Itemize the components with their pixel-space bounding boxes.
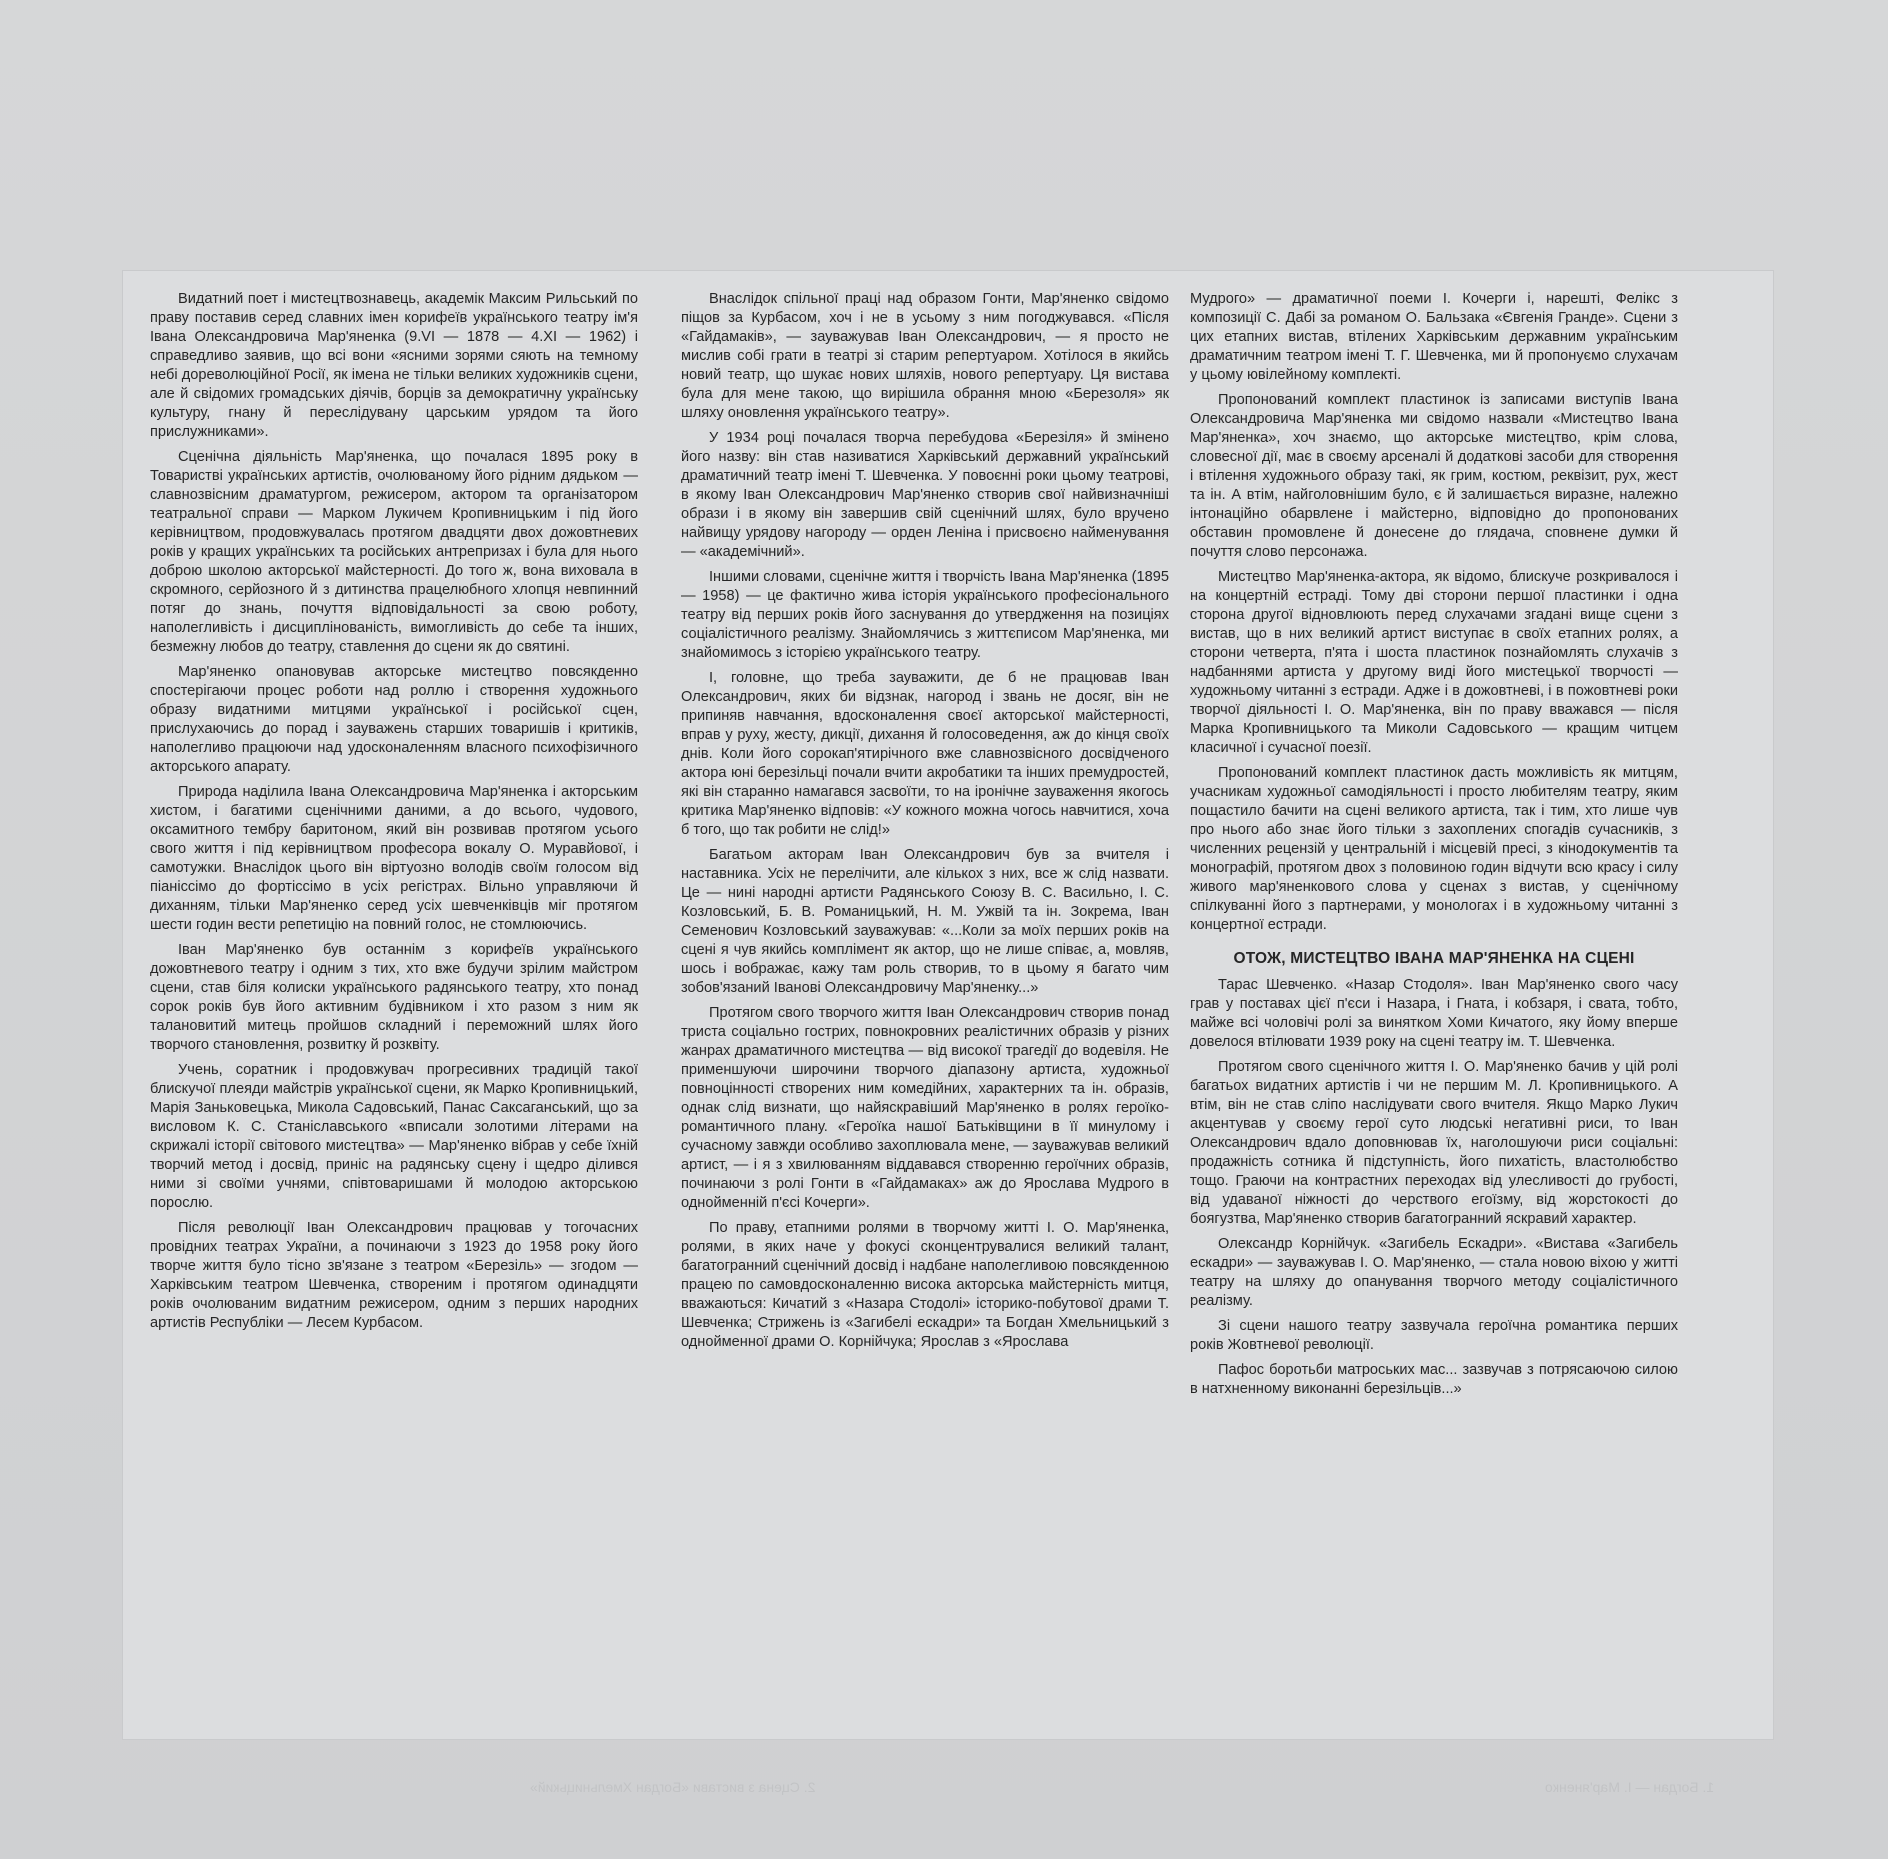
column-2	[681, 290, 1169, 1690]
paragraph: Олександр Корнійчук. «Загибель Ескадри». «Вистава «Загибель ескадри» — зауважував І. О. Мар'яненко, — стала новою віхою у житті театру на шляху до опанування творчого методу соціалістичного реалізму.	[1190, 1236, 1678, 1309]
paragraph: Протягом свого сценічного життя І. О. Мар'яненко бачив у цій ролі багатьох видатних артистів і чи не першим М. Л. Кропивницького. А втім, він не став сліпо наслідувати свого вчителя. Якщо Марко Лукич акцентував у своєму герої суто людські негативні риси, то Іван Олександрович вдало доповнював їх, наголошуючи риси соціальні: продажність сотника й підступність, його пихатість, властолюбство тощо. Граючи на контрастних переходах від улесливості до грубості, від удаваної ніжності до черствого егоїзму, від жорстокості до боягузтва, Мар'яненко створив багатогранний яскравий характер.	[1190, 1059, 1678, 1227]
paragraph: Іван Мар'яненко був останнім з корифеїв українського дожовтневого театру і одним з тих, хто вже будучи зрілим майстром сцени, став біля колиски українського радянського театру, хто понад сорок років був його активним будівником і хто разом з ним як талановитий митець пройшов складний і переможний шлях його творчого становлення, розвитку й розквіту.	[150, 942, 638, 1053]
paragraph: І, головне, що треба зауважити, де б не працював Іван Олександрович, яких би відзнак, нагород і звань не досяг, він не припиняв навчання, вдосконалення своєї акторської майстерності, вправ у руху, жесту, дикції, дихання й голосоведення, аж до кінця своїх днів. Коли його сорокап'ятирічного вже славнозвісного досвідченого актора юні березільці почали вчити акробатики та інших премудростей, які він старанно намагався засвоїти, то на іронічне зауваження якогось критика Мар'яненко відповів: «У кожного можна чогось навчитися, хоча б того, що так робити не слід!»	[681, 670, 1169, 838]
bleed-through-caption: 2. Сцена з вистави «Богдан Хмельницький»	[530, 1779, 816, 1795]
paragraph: Іншими словами, сценічне життя і творчість Івана Мар'яненка (1895 — 1958) — це фактично жива історія українського професіонального театру від перших років його заснування до утвердження на позиціях соціалістичного реалізму. Знайомлячись з життєписом Мар'яненка, ми знайомимось з історією українського театру.	[681, 569, 1169, 661]
column-1	[150, 290, 638, 1690]
paragraph: Мистецтво Мар'яненка-актора, як відомо, блискуче розкривалося і на концертній естраді. Тому дві сторони першої пластинки і одна сторона другої відновлюють перед слухачами згадані вище сцени з вистав, що в них великий артист виступає в своїх етапних ролях, а сторони четверта, п'ята і шоста пластинок познайомлять слухачів з надбаннями артиста у другому виді його мистецької творчості — художньому читанні з естради. Адже і в дожовтневі, і в пожовтневі роки творчої діяльності І. О. Мар'яненка, він по праву вважався — після Марка Кропивницького та Миколи Садовського — кращим читцем класичної і сучасної поезії.	[1190, 569, 1678, 756]
paragraph: Після революції Іван Олександрович працював у тогочасних провідних театрах України, а починаючи з 1923 до 1958 року його творче життя було тісно зв'язане з театром «Березіль» — згодом — Харківським театром Шевченка, створеним і протягом одинадцяти років очолюваним видатним режисером, одним з перших народних артистів Республіки — Лесем Курбасом.	[150, 1220, 638, 1331]
paragraph: Природа наділила Івана Олександровича Мар'яненка і акторським хистом, і багатими сценічними даними, а до всього, чудового, оксамитного тембру баритоном, який він розвивав протягом усього свого життя і під керівництвом професора вокалу О. Муравйової, і самотужки. Внаслідок цього він віртуозно володів своїм голосом від піаніссімо до фортіссімо в усіх регістрах. Вільно управляючи й диханням, тільки Мар'яненко серед усіх шевченківців міг протягом шести годин вести репетицію на повний голос, не стомлюючись.	[150, 784, 638, 933]
paragraph: Видатний поет і мистецтвознавець, академік Максим Рильський по праву поставив серед славних імен корифеїв українського театру ім'я Івана Олександровича Мар'яненка (9.VI — 1878 — 4.XI — 1962) і справедливо заявив, що всі вони «ясними зорями сяють на темному небі дореволюційної Росії, як імена не тільки великих художників сцени, але й свідомих громадських діячів, борців за демократичну українську культуру, гнану й переслідувану царським урядом та його прислужниками».	[150, 291, 638, 440]
column-3	[1190, 290, 1678, 1690]
paragraph: Протягом свого творчого життя Іван Олександрович створив понад триста соціально гострих, повнокровних реалістичних образів у різних жанрах драматичного мистецтва — від високої трагедії до водевіля. Не применшуючи широчини творчого діапазону артиста, художньої повноцінності створених ним комедійних, характерних та ін. образів, однак слід визнати, що найяскравіший Мар'яненко в ролях героїко-романтичного плану. «Героїка нашої Батьківщини в її минулому і сучасному завжди особливо захоплювала мене, — зауважував великий артист, — і я з хвилюванням віддавався створенню героїчних образів, починаючи з ролі Гонти в «Гайдамаках» аж до Ярослава Мудрого в однойменній п'єсі Кочерги».	[681, 1005, 1169, 1211]
paragraph: Зі сцени нашого театру зазвучала героїчна романтика перших років Жовтневої революції.	[1190, 1318, 1678, 1353]
paragraph: Мар'яненко опановував акторське мистецтво повсякденно спостерігаючи процес роботи над роллю і створення художнього образу видатними митцями української і російської сцен, прислухаючись до порад і зауважень старших товаришів і критиків, наполегливо працюючи над удосконаленням власного психофізичного акторського апарату.	[150, 664, 638, 775]
paragraph: Учень, соратник і продовжувач прогресивних традицій такої блискучої плеяди майстрів української сцени, як Марко Кропивницький, Марія Заньковецька, Микола Садовський, Панас Саксаганський, що за висловом К. С. Станіславського «вписали золотими літерами на скрижалі історії світового мистецтва» — Мар'яненко вібрав у себе їхній творчий метод і досвід, приніс на радянську сцену і щедро ділився ними зі своїми учнями, співтоваришами й молодою акторською порослю.	[150, 1062, 638, 1211]
paragraph: Сценічна діяльність Мар'яненка, що почалася 1895 року в Товаристві українських артистів, очолюваному його рідним дядьком — славнозвісним драматургом, режисером, актором та організатором театральної справи — Марком Лукичем Кропивницьким і під його керівництвом, продовжувалась протягом двадцяти двох дожовтневих років у кращих українських та російських антрепризах і була для нього доброю школою акторської майстерності. До того ж, вона виховала в скромного, серйозного й з дитинства працелюбного хлопця невпинний потяг до знань, почуття відповідальності за свою роботу, наполегливість і дисциплінованість, вимогливість до себе та інших, безмежну любов до театру, ставлення до сцени як до святині.	[150, 449, 638, 655]
paragraph: У 1934 році почалася творча перебудова «Березіля» й змінено його назву: він став називатися Харківський державний український драматичний театр імені Т. Шевченка. У повоєнні роки цьому театрові, в якому Іван Олександрович Мар'яненко створив свої найвизначніші образи і в якому він завершив свій сценічний шлях, було вручено найвищу урядову нагороду — орден Леніна і присвоєно найменування — «академічний».	[681, 430, 1169, 560]
paragraph: По праву, етапними ролями в творчому житті І. О. Мар'яненка, ролями, в яких наче у фокусі сконцентрувалися великий талант, багатогранний сценічний досвід і надбане наполегливою повсякденною працею по самовдосконаленню висока акторська майстерність митця, вважаються: Кичатий з «Назара Стодолі» історико-побутової драми Т. Шевченка; Стрижень із «Загибелі ескадри» та Богдан Хмельницький з однойменної драми О. Корнійчука; Ярослав з «Ярослава	[681, 1220, 1169, 1350]
bleed-through-caption: 1. Богдан — І. Мар'яненко	[1545, 1779, 1715, 1795]
paragraph: Пропонований комплект пластинок дасть можливість як митцям, учасникам художньої самодіяльності і просто любителям театру, яким пощастило бачити на сцені великого артиста, так і тим, хто лише чув про нього або знає його тільки з захоплених спогадів сучасників, з численних рецензій у центральній і місцевій пресі, з кінодокументів та монографій, протягом двох з половиною годин відчути всю красу і силу живого мар'яненкового слова у сценах з вистав, у сценічному спілкуванні його з партнерами, у монологах і в художньому читанні з концертної естради.	[1190, 765, 1678, 933]
article-body	[150, 290, 1750, 1690]
paragraph: Внаслідок спільної праці над образом Гонти, Мар'яненко свідомо піщов за Курбасом, хоч і не в усьому з ним погоджувався. «Після «Гайдамаків», — зауважував Іван Олександрович, — я просто не мислив собі грати в театрі зі старим репертуаром. Хотілося в якийсь новий театр, що шукає нових шляхів, нового репертуару. Ця вистава була для мене такою, що вирішила обрання мною «Березоля» як шляху оновлення українського театру».	[681, 291, 1169, 421]
paragraph: Мудрого» — драматичної поеми І. Кочерги і, нарешті, Фелікс з композиції С. Дабі за романом О. Бальзака «Євгенія Гранде». Сцени з цих етапних вистав, втілених Харківським державним українським драматичним театром імені Т. Г. Шевченка, ми й пропонуємо слухачам у цьому ювілейному комплекті.	[1190, 291, 1678, 383]
section-heading: ОТОЖ, МИСТЕЦТВО ІВАНА МАР'ЯНЕНКА НА СЦЕНІ	[1233, 950, 1635, 967]
paragraph: Пропонований комплект пластинок із записами виступів Івана Олександровича Мар'яненка ми свідомо назвали «Мистецтво Івана Мар'яненка», хоч знаємо, що акторське мистецтво, крім слова, словесної дії, має в своєму арсеналі й додаткові засоби для створення і втілення художнього образу такі, як грим, костюм, реквізит, рух, жест та ін. А втім, найголовнішим було, є й залишається виразне, належно інтонаційно обарвлене і майстерно, відповідно до пропонованих обставин промовлене й донесене до глядача, сповнене думки й почуття слово персонажа.	[1190, 392, 1678, 560]
paragraph: Багатьом акторам Іван Олександрович був за вчителя і наставника. Усіх не перелічити, але кількох з них, все ж слід назвати. Це — нині народні артисти Радянського Союзу В. С. Васильно, І. С. Козловський, Б. В. Романицький, Н. М. Ужвій та ін. Зокрема, Іван Семенович Козловський зауважував: «...Коли за моїх перших років на сцені я чув якийсь комплімент як актор, що не лише співає, а, мовляв, шось і вображає, кажу там роль створив, то в цьому я багато чим зобов'язаний Іванові Олександровичу Мар'яненку...»	[681, 847, 1169, 996]
paragraph: Пафос боротьби матроських мас... зазвучав з потрясаючою силою в натхненному виконанні березільців...»	[1190, 1362, 1678, 1397]
paragraph: Тарас Шевченко. «Назар Стодоля». Іван Мар'яненко свого часу грав у поставах цієї п'єси і Назара, і Гната, і кобзаря, і свата, тобто, майже всі чоловічі ролі за винятком Хоми Кичатого, яку йому вперше довелося втілювати 1939 року на сцені театру ім. Т. Шевченка.	[1190, 977, 1678, 1050]
